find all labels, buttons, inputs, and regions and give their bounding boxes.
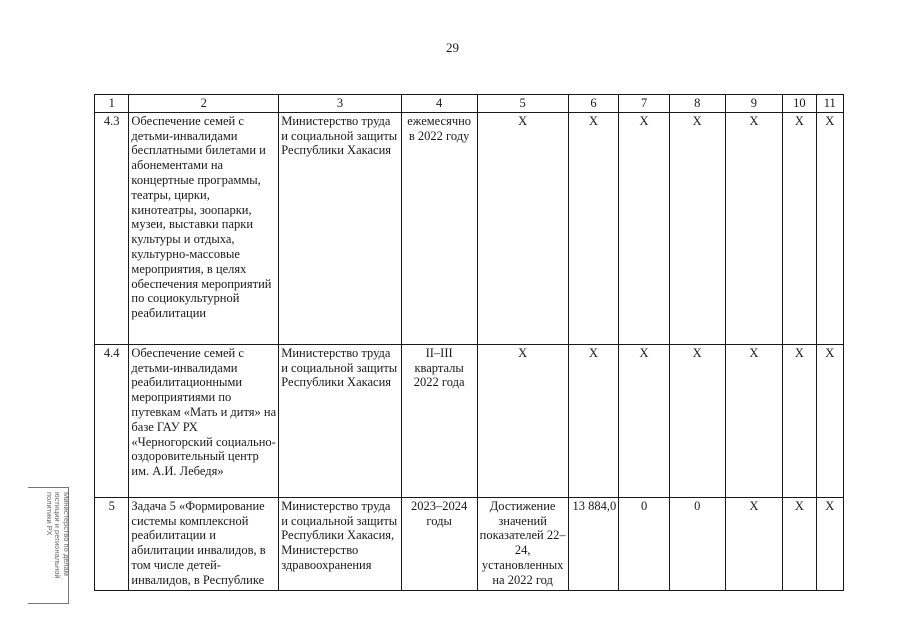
stamp-line: Министерство по делам	[62, 492, 71, 576]
column-header: 11	[816, 95, 843, 113]
program-table	[94, 94, 844, 591]
executor: Министерство труда и социальной защиты Республики Хакасия	[279, 344, 401, 497]
cell-col-7: Х	[619, 112, 670, 344]
cell-col-11: Х	[816, 112, 843, 344]
cell-col-10: Х	[783, 497, 816, 590]
indicator: Достижение значений показателей 22–24, установленных на 2022 год	[477, 497, 568, 590]
cell-col-8: Х	[669, 112, 725, 344]
column-header: 9	[725, 95, 783, 113]
column-header: 2	[129, 95, 279, 113]
cell-col-8: Х	[669, 344, 725, 497]
indicator: Х	[477, 112, 568, 344]
registration-stamp	[28, 487, 69, 604]
page-number: 29	[446, 40, 459, 55]
executor: Министерство труда и социальной защиты Республики Хакасия, Министерство здравоохранения	[279, 497, 401, 590]
cell-col-6: Х	[568, 344, 619, 497]
cell-col-7: Х	[619, 344, 670, 497]
cell-col-6: Х	[568, 112, 619, 344]
column-header: 1	[95, 95, 129, 113]
cell-col-9: Х	[725, 112, 783, 344]
term: 2023–2024 годы	[401, 497, 477, 590]
row-number: 5	[95, 497, 129, 590]
cell-col-7: 0	[619, 497, 670, 590]
term: ежемесячно в 2022 году	[401, 112, 477, 344]
measure-description: Задача 5 «Формирование системы комплексной реабилитации и абилитации инвалидов, в том числе детей-инвалидов, в Республике	[129, 497, 279, 590]
executor: Министерство труда и социальной защиты Республики Хакасия	[279, 112, 401, 344]
column-header: 8	[669, 95, 725, 113]
stamp-line: юстиции и региональной	[53, 492, 63, 579]
measure-description: Обеспечение семей с детьми-инвалидами реабилитационными мероприятиями по путевкам «Мать и дитя» на базе ГАУ РХ «Черногорский социально-оздоровительный центр им. А.И. Лебедя»	[129, 344, 279, 497]
cell-col-9: Х	[725, 344, 783, 497]
term: II–III кварталы 2022 года	[401, 344, 477, 497]
cell-col-8: 0	[669, 497, 725, 590]
cell-col-11: Х	[816, 344, 843, 497]
column-header: 10	[783, 95, 816, 113]
column-header: 6	[568, 95, 619, 113]
stamp-line: политики РХ	[45, 492, 54, 536]
table-row	[95, 497, 844, 590]
column-header: 4	[401, 95, 477, 113]
indicator: Х	[477, 344, 568, 497]
row-number: 4.4	[95, 344, 129, 497]
column-header: 3	[279, 95, 401, 113]
table-header-row	[95, 95, 844, 113]
column-header: 7	[619, 95, 670, 113]
row-number: 4.3	[95, 112, 129, 344]
cell-col-6: 13 884,0	[568, 497, 619, 590]
table-row	[95, 112, 844, 344]
column-header: 5	[477, 95, 568, 113]
measure-description: Обеспечение семей с детьми-инвалидами бесплатными билетами и абонементами на концертные программы, театры, цирки, кинотеатры, зоопарки, музеи, выставки парки культуры и отдыха, культурно-массовые мероприятия, в целях обеспечения мероприятий по социокультурной реабилитации	[129, 112, 279, 344]
cell-col-10: Х	[783, 344, 816, 497]
cell-col-9: Х	[725, 497, 783, 590]
cell-col-10: Х	[783, 112, 816, 344]
table-row	[95, 344, 844, 497]
cell-col-11: Х	[816, 497, 843, 590]
